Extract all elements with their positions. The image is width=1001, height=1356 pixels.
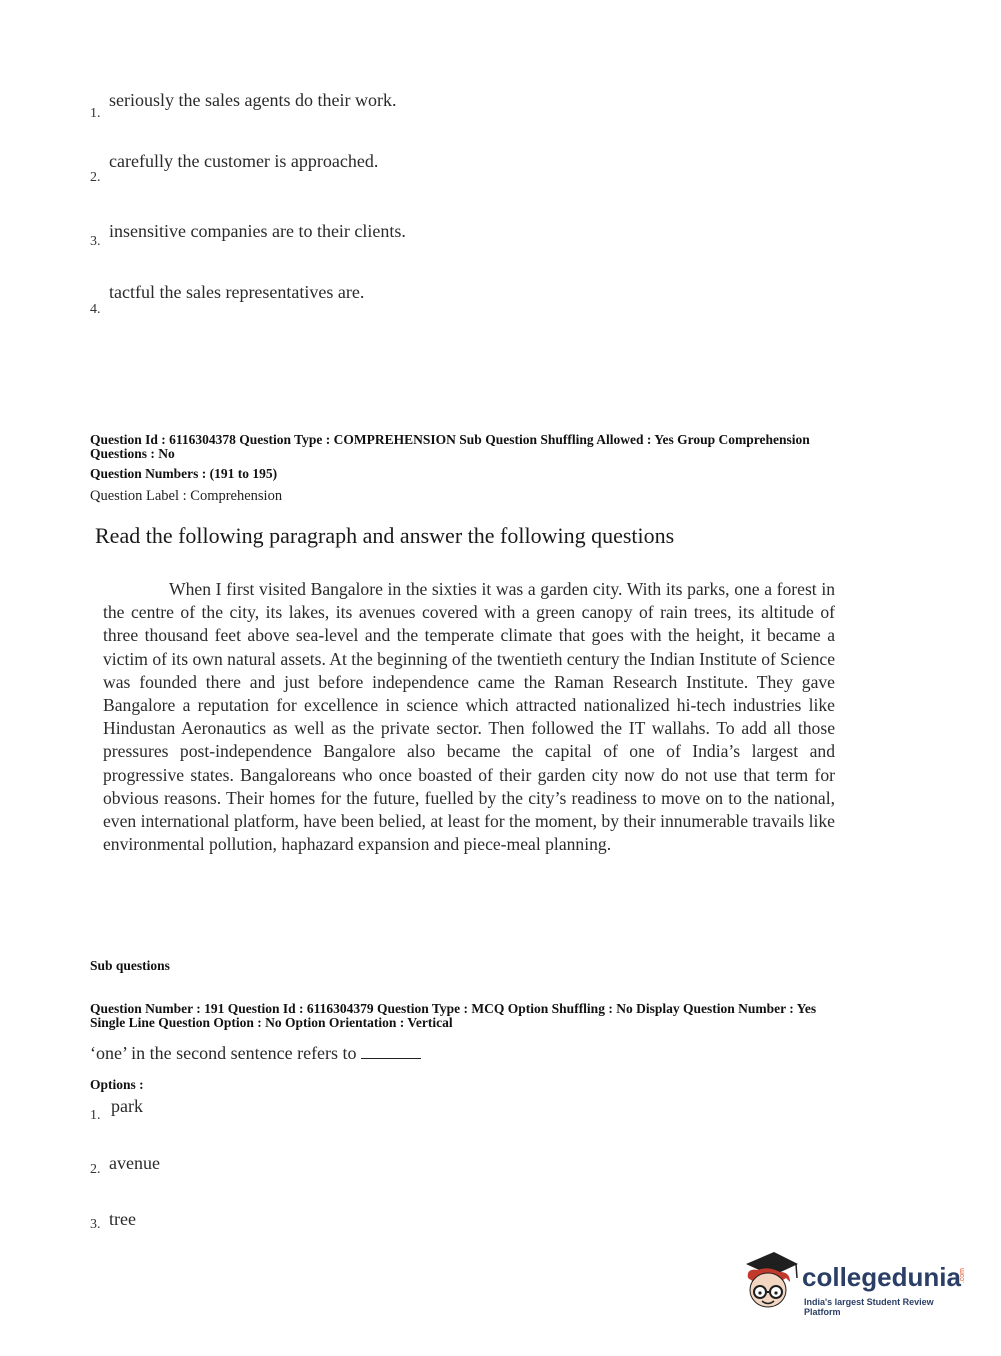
question-191-meta-line2: Single Line Question Option : No Option Orientation : Vertical bbox=[90, 1015, 453, 1030]
logo-tagline: India's largest Student Review Platform bbox=[804, 1297, 934, 1317]
option-text: park bbox=[111, 1096, 143, 1116]
comprehension-heading: Read the following paragraph and answer the following questions bbox=[95, 523, 675, 548]
option-number: 3. bbox=[90, 234, 101, 249]
option-number: 3. bbox=[90, 1217, 101, 1232]
collegedunia-logo bbox=[740, 1248, 965, 1320]
comprehension-paragraph: When I first visited Bangalore in the sixties it was a garden city. With its parks, one a forest in the centre of the city, its lakes, its avenues covered with a green canopy of rain trees, its altitude of three thousand feet above sea-level and the temperate climate that goes with the height, it became a victim of its own natural assets. At the beginning of the twentieth century the Indian Institute of Science was founded there and just before independence came the Raman Research Institute. They gave Bangalore a reputation for excellence in science which attracted nationalized hi-tech industries like Hindustan Aeronautics as well as the private sector. Then followed the IT wallahs. To add all those pressures post-independence Bangalore also became the capital of one of India’s largest and progressive states. Bangaloreans who once boasted of their garden city now do not use that term for obvious reasons. Their homes for the future, fuelled by the city’s readiness to move on to the national, even international platform, have been belied, at least for the moment, by their innumerable travails like environmental pollution, haphazard expansion and piece-meal planning. bbox=[103, 579, 835, 855]
sub-questions-label: Sub questions bbox=[90, 958, 170, 973]
question-stem bbox=[90, 1042, 421, 1064]
question-stem-text: ‘one’ in the second sentence refers to bbox=[90, 1043, 357, 1063]
option-number: 2. bbox=[90, 1162, 101, 1177]
mascot-graduate-icon bbox=[740, 1248, 800, 1314]
logo-suffix: .com bbox=[959, 1268, 966, 1284]
logo-wordmark: collegedunia bbox=[802, 1262, 961, 1292]
option-text: carefully the customer is approached. bbox=[109, 151, 379, 171]
answer-blank bbox=[361, 1042, 421, 1059]
option-text: avenue bbox=[109, 1153, 160, 1173]
comprehension-meta-line1: Question Id : 6116304378 Question Type : COMPREHENSION Sub Question Shuffling Allowed : Yes Group Comprehension bbox=[90, 432, 810, 447]
option-number: 2. bbox=[90, 170, 101, 185]
option-number: 1. bbox=[90, 1108, 101, 1123]
option-text: tactful the sales representatives are. bbox=[109, 282, 365, 302]
option-text: insensitive companies are to their clients. bbox=[109, 221, 406, 241]
question-191-meta-line1: Question Number : 191 Question Id : 6116304379 Question Type : MCQ Option Shuffling : No Display Question Number : Yes bbox=[90, 1001, 817, 1016]
question-label: Question Label : Comprehension bbox=[90, 488, 283, 504]
comprehension-meta-line2: Questions : No bbox=[90, 446, 175, 461]
question-numbers: Question Numbers : (191 to 195) bbox=[90, 466, 278, 481]
options-label: Options : bbox=[90, 1077, 144, 1092]
option-text: seriously the sales agents do their work. bbox=[109, 90, 397, 110]
option-number: 4. bbox=[90, 302, 101, 317]
option-number: 1. bbox=[90, 106, 101, 121]
option-text: tree bbox=[109, 1209, 136, 1229]
